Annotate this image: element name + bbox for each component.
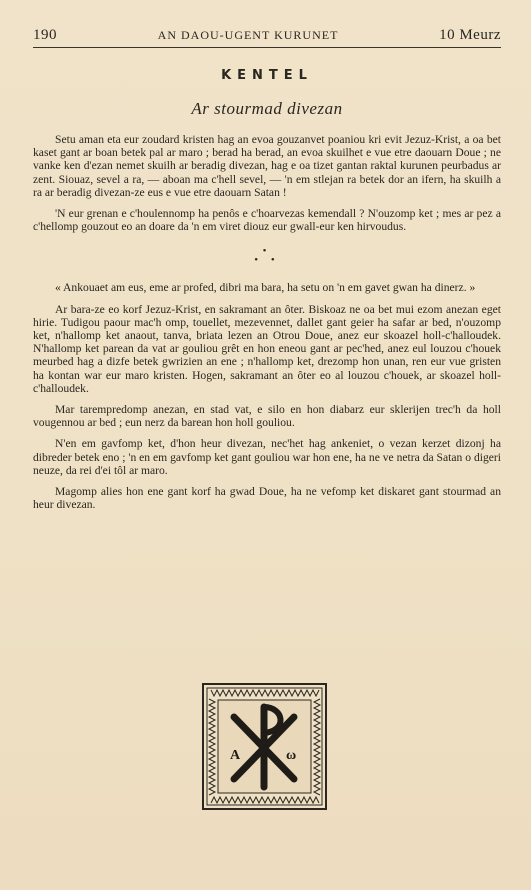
svg-text:ω: ω (286, 748, 297, 763)
running-title: AN DAOU-UGENT KURUNET (157, 28, 339, 42)
paragraph: Setu aman eta eur zoudard kristen hag an evoa gouzanvet poaniou kri evit Jezuz-Krist, a oa bet kaset gant ar boan betek pal ar maro ; berad ha berad, an evoa skuilhet e vue etre daouarn Doue ; ne vanke ken d'ezan nemet skuilh ar beradig divezan, hag e oa tizet gantan raktal kurunen peurbadus ar zent. Siouaz, sevel a ra, — aboan ma c'hell sevel, — 'n em stlejan ra betek dor an ifern, ha skuilh a ra ar beradig divezan-ze eus e vue etre daouarn Satan ! (33, 133, 501, 199)
date-label: 10 Meurz (439, 27, 501, 43)
page-number: 190 (33, 27, 57, 43)
chi-rho-vignette (202, 683, 327, 810)
header-rule (33, 47, 501, 48)
paragraph: Ar bara-ze eo korf Jezuz-Krist, en sakramant an ôter. Biskoaz ne oa bet mui ezom anezan eget hirie. Tudigou paour mac'h omp, touellet, mezevennet, dallet gant geier ha safar ar bed, n'ouzomp ket, n'hallomp ket anaout, tanva, briata lezen an Otrou Doue, anez eur skoazel holl-c'halloudek. N'hallomp ket parean da vat ar gouliou grêt en hon eneou gant ar pec'hed, anez eul louzou c'houek meurbed hag a dizfe betek gwrizien an ene ; n'hallomp ket, drezomp hon unan, ren eur vue gristen ha kontan war eur maro kristen. Hogen, sakramant an ôter eo al louzou c'houek, ar skoazel holl-c'halloudek. (33, 302, 501, 395)
asterism-dot-top: • (262, 245, 272, 258)
running-head (33, 26, 501, 44)
section-subtitle: Ar stourmad divezan (191, 99, 343, 118)
paragraph: « Ankouaet am eus, eme ar profed, dibri ma bara, ha setu on 'n em gavet gwan ha dinerz. » (55, 281, 476, 295)
paragraph: Mar tarempredomp anezan, en stad vat, e silo en hon diabarz eur sklerijen trec'h da holl vougennou ar bed ; eun nerz da barean hon holl gouliou. (33, 403, 501, 430)
paragraph: 'N eur grenan e c'houlennomp ha penôs e c'hoarvezas kemendall ? N'ouzomp ket ; mes ar pez a c'hellomp gouzout eo an doare da 'n em viret diouz eur gwall-eur ken hirvoudus. (33, 207, 501, 234)
asterism-dots-bottom: • • (254, 254, 280, 267)
svg-text:A: A (230, 748, 241, 763)
asterism-separator (33, 247, 501, 269)
section-title: KENTEL (221, 68, 313, 83)
paragraph: Magomp alies hon ene gant korf ha gwad Doue, ha ne vefomp ket diskaret gant stourmad an heur divezan. (33, 485, 501, 512)
chi-rho-icon (202, 683, 327, 810)
paragraph: N'en em gavfomp ket, d'hon heur divezan, nec'het hag ankeniet, o vezan kerzet dizonj ha dibreder betek eno ; 'n en em gavfomp ket gant gouliou war hon ene, ha ne ve netra da Satan o digeri neuze, da rei d'ei tôl ar maro. (33, 437, 501, 477)
